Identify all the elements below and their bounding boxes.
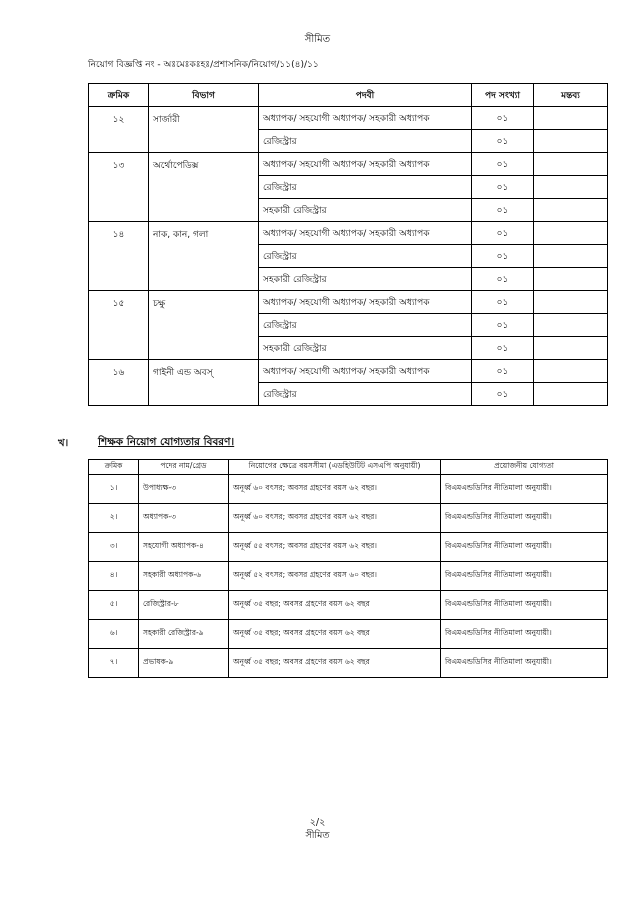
- section-label: খ।: [58, 438, 69, 449]
- table-row: [89, 591, 608, 620]
- table-header-row: [89, 84, 608, 107]
- page-header: সীমিত: [304, 34, 331, 45]
- post-cell: রেজিস্ট্রার: [259, 245, 472, 268]
- post-cell: রেজিস্ট্রার: [259, 130, 472, 153]
- remarks-cell: [534, 130, 608, 153]
- table-row: [89, 291, 608, 314]
- post-grade-cell: অধ্যাপক-৩: [139, 504, 229, 533]
- post-cell: সহকারী রেজিস্ট্রার: [259, 199, 472, 222]
- page-footer: সীমিত: [305, 830, 330, 841]
- qualification-cell: বিএমএন্ডডিসির নীতিমালা অনুযায়ী।: [441, 475, 608, 504]
- serial-cell: ৪।: [89, 562, 139, 591]
- remarks-cell: [534, 337, 608, 360]
- table-row: [89, 504, 608, 533]
- serial-cell: ১৬: [89, 360, 149, 406]
- count-cell: ০১: [472, 153, 534, 176]
- serial-cell: ২।: [89, 504, 139, 533]
- post-grade-cell: প্রভাষক-৯: [139, 649, 229, 678]
- department-cell: সার্জারী: [149, 107, 259, 153]
- remarks-cell: [534, 199, 608, 222]
- table-row: [89, 562, 608, 591]
- post-grade-cell: উপাধ্যক্ষ-৩: [139, 475, 229, 504]
- department-cell: অর্থোপেডিক্স: [149, 153, 259, 222]
- department-posts-table: [88, 83, 608, 406]
- remarks-cell: [534, 176, 608, 199]
- serial-cell: ৩।: [89, 533, 139, 562]
- remarks-cell: [534, 107, 608, 130]
- remarks-cell: [534, 268, 608, 291]
- post-cell: অধ্যাপক/ সহযোগী অধ্যাপক/ সহকারী অধ্যাপক: [259, 360, 472, 383]
- col-header-department: বিভাগ: [149, 84, 259, 107]
- post-grade-cell: সহকারী অধ্যাপক-৬: [139, 562, 229, 591]
- post-cell: অধ্যাপক/ সহযোগী অধ্যাপক/ সহকারী অধ্যাপক: [259, 107, 472, 130]
- count-cell: ০১: [472, 337, 534, 360]
- count-cell: ০১: [472, 176, 534, 199]
- table-row: [89, 533, 608, 562]
- post-cell: অধ্যাপক/ সহযোগী অধ্যাপক/ সহকারী অধ্যাপক: [259, 153, 472, 176]
- qualification-cell: বিএমএন্ডডিসির নীতিমালা অনুযায়ী।: [441, 591, 608, 620]
- count-cell: ০১: [472, 130, 534, 153]
- col-header-post: পদবী: [259, 84, 472, 107]
- post-cell: রেজিস্ট্রার: [259, 314, 472, 337]
- remarks-cell: [534, 360, 608, 383]
- post-grade-cell: সহকারী রেজিস্ট্রার-৯: [139, 620, 229, 649]
- count-cell: ০১: [472, 383, 534, 406]
- age-limit-cell: অনূর্ধ্ব ৬০ বৎসর; অবসর গ্রহণের বয়স ৬২ বছর।: [229, 475, 441, 504]
- serial-cell: ১৪: [89, 222, 149, 291]
- post-cell: সহকারী রেজিস্ট্রার: [259, 268, 472, 291]
- table-row: [89, 475, 608, 504]
- table-header-row: [89, 460, 608, 475]
- post-cell: রেজিস্ট্রার: [259, 176, 472, 199]
- serial-cell: ১।: [89, 475, 139, 504]
- col-header-remarks: মন্তব্য: [534, 84, 608, 107]
- serial-cell: ১৫: [89, 291, 149, 360]
- age-limit-cell: অনূর্ধ্ব ৩৫ বছর; অবসর গ্রহণের বয়স ৬২ বছর: [229, 591, 441, 620]
- department-cell: চক্ষু: [149, 291, 259, 360]
- count-cell: ০১: [472, 245, 534, 268]
- qualification-cell: বিএমএন্ডডিসির নীতিমালা অনুযায়ী।: [441, 504, 608, 533]
- qualification-cell: বিএমএন্ডডিসির নীতিমালা অনুযায়ী।: [441, 562, 608, 591]
- qualification-cell: বিএমএন্ডডিসির নীতিমালা অনুযায়ী।: [441, 649, 608, 678]
- count-cell: ০১: [472, 222, 534, 245]
- age-limit-cell: অনূর্ধ্ব ৫৫ বৎসর; অবসর গ্রহণের বয়স ৬২ বছর।: [229, 533, 441, 562]
- serial-cell: ৬।: [89, 620, 139, 649]
- table-row: [89, 222, 608, 245]
- post-cell: সহকারী রেজিস্ট্রার: [259, 337, 472, 360]
- section-title: শিক্ষক নিয়োগ যোগ্যতার বিবরণ।: [98, 436, 235, 448]
- table-row: [89, 153, 608, 176]
- remarks-cell: [534, 153, 608, 176]
- post-cell: অধ্যাপক/ সহযোগী অধ্যাপক/ সহকারী অধ্যাপক: [259, 291, 472, 314]
- serial-cell: ১৩: [89, 153, 149, 222]
- post-grade-cell: রেজিস্ট্রার-৮: [139, 591, 229, 620]
- col-header-count: পদ সংখ্যা: [472, 84, 534, 107]
- col-header-post-grade: পদের নাম/গ্রেড: [139, 460, 229, 475]
- col-header-serial: ক্রমিক: [89, 84, 149, 107]
- remarks-cell: [534, 245, 608, 268]
- table-row: [89, 107, 608, 130]
- remarks-cell: [534, 291, 608, 314]
- count-cell: ০১: [472, 291, 534, 314]
- table-row: [89, 620, 608, 649]
- count-cell: ০১: [472, 314, 534, 337]
- department-cell: নাক, কান, গলা: [149, 222, 259, 291]
- col-header-qualification: প্রয়োজনীয় যোগ্যতা: [441, 460, 608, 475]
- age-limit-cell: অনূর্ধ্ব ৬০ বৎসর; অবসর গ্রহণের বয়স ৬২ বছর।: [229, 504, 441, 533]
- col-header-age-limit: নিয়োগের ক্ষেত্রে বয়সসীমা (এডহিউটিট এসএপি অনুযায়ী): [229, 460, 441, 475]
- count-cell: ০১: [472, 360, 534, 383]
- age-limit-cell: অনূর্ধ্ব ৫২ বৎসর; অবসর গ্রহণের বয়স ৬০ বছর।: [229, 562, 441, 591]
- age-limit-cell: অনূর্ধ্ব ৩৫ বছর; অবসর গ্রহণের বয়স ৬২ বছর: [229, 620, 441, 649]
- department-cell: গাইনী এন্ড অবস্: [149, 360, 259, 406]
- qualification-table: [88, 459, 608, 678]
- post-cell: রেজিস্ট্রার: [259, 383, 472, 406]
- page-number: ২/২: [309, 817, 326, 828]
- serial-cell: ৫।: [89, 591, 139, 620]
- count-cell: ০১: [472, 268, 534, 291]
- post-cell: অধ্যাপক/ সহযোগী অধ্যাপক/ সহকারী অধ্যাপক: [259, 222, 472, 245]
- count-cell: ০১: [472, 107, 534, 130]
- post-grade-cell: সহযোগী অধ্যাপক-৪: [139, 533, 229, 562]
- table-row: [89, 649, 608, 678]
- remarks-cell: [534, 222, 608, 245]
- qualification-cell: বিএমএন্ডডিসির নীতিমালা অনুযায়ী।: [441, 533, 608, 562]
- remarks-cell: [534, 314, 608, 337]
- serial-cell: ১২: [89, 107, 149, 153]
- table-row: [89, 360, 608, 383]
- count-cell: ০১: [472, 199, 534, 222]
- age-limit-cell: অনূর্ধ্ব ৩৫ বছর; অবসর গ্রহণের বয়স ৬২ বছর: [229, 649, 441, 678]
- col-header-serial: ক্রমিক: [89, 460, 139, 475]
- serial-cell: ৭।: [89, 649, 139, 678]
- qualification-cell: বিএমএন্ডডিসির নীতিমালা অনুযায়ী।: [441, 620, 608, 649]
- memo-number: নিয়োগ বিজ্ঞপ্তি নং - অঃমেঃকঃহঃ/প্রশাসনিক/নিয়োগ/১১(৪)/১১: [88, 60, 319, 70]
- remarks-cell: [534, 383, 608, 406]
